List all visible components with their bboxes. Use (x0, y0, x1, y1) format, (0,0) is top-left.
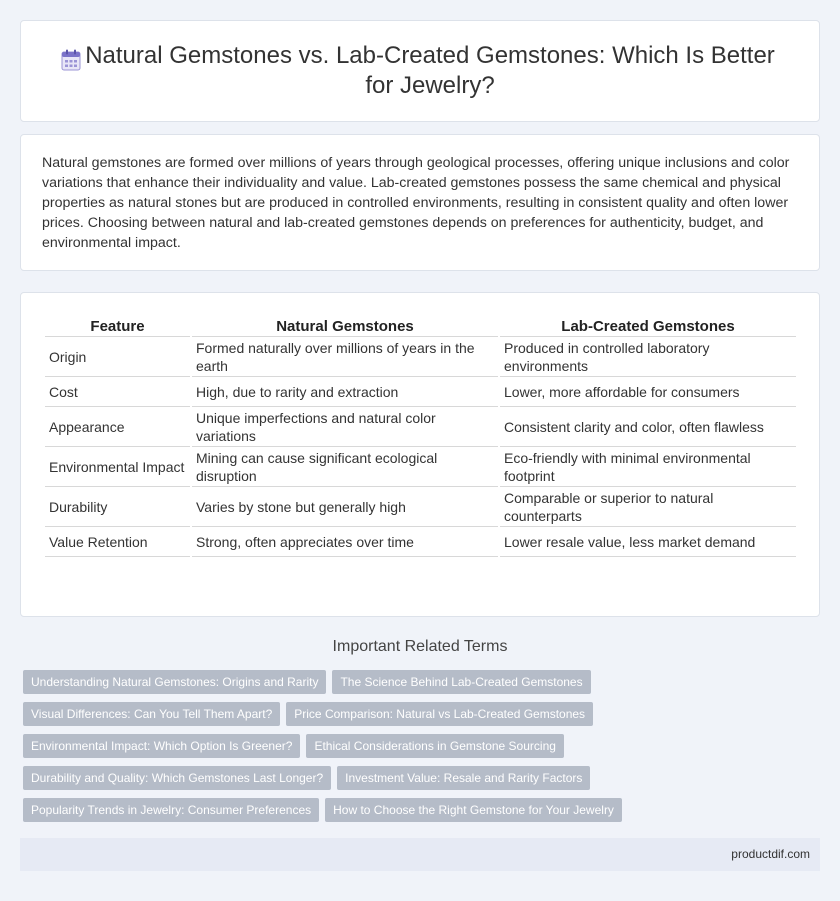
comparison-table (43, 315, 798, 557)
table-row (45, 407, 796, 447)
related-term-tag[interactable]: The Science Behind Lab-Created Gemstones (332, 670, 590, 694)
table-cell: High, due to rarity and extraction (192, 377, 498, 407)
table-row (45, 487, 796, 527)
column-header: Lab-Created Gemstones (500, 315, 796, 337)
related-term-tag[interactable]: Popularity Trends in Jewelry: Consumer Preferences (23, 798, 319, 822)
table-cell: Comparable or superior to natural counterparts (500, 487, 796, 527)
footer-site-link[interactable]: productdif.com (731, 847, 810, 861)
related-term-tag[interactable]: Investment Value: Resale and Rarity Factors (337, 766, 590, 790)
tag-row (23, 702, 813, 726)
related-terms-list (23, 670, 813, 830)
column-header: Natural Gemstones (192, 315, 498, 337)
related-term-tag[interactable]: Durability and Quality: Which Gemstones Last Longer? (23, 766, 331, 790)
column-header: Feature (45, 315, 190, 337)
related-term-tag[interactable]: Price Comparison: Natural vs Lab-Created Gemstones (286, 702, 593, 726)
table-cell: Mining can cause significant ecological disruption (192, 447, 498, 487)
tag-row (23, 734, 813, 758)
table-cell: Value Retention (45, 527, 190, 557)
table-cell: Produced in controlled laboratory environments (500, 337, 796, 377)
related-term-tag[interactable]: Ethical Considerations in Gemstone Sourcing (306, 734, 563, 758)
table-cell: Environmental Impact (45, 447, 190, 487)
comparison-card (20, 292, 820, 617)
table-cell: Durability (45, 487, 190, 527)
table-cell: Appearance (45, 407, 190, 447)
table-cell: Origin (45, 337, 190, 377)
table-cell: Unique imperfections and natural color variations (192, 407, 498, 447)
related-terms-title: Important Related Terms (332, 638, 508, 655)
tag-row (23, 798, 813, 822)
table-cell: Cost (45, 377, 190, 407)
intro-card (20, 134, 820, 271)
related-term-tag[interactable]: Understanding Natural Gemstones: Origins and Rarity (23, 670, 326, 694)
table-row (45, 447, 796, 487)
related-term-tag[interactable]: Environmental Impact: Which Option Is Greener? (23, 734, 300, 758)
table-cell: Lower, more affordable for consumers (500, 377, 796, 407)
table-cell: Varies by stone but generally high (192, 487, 498, 527)
table-cell: Consistent clarity and color, often flawless (500, 407, 796, 447)
footer (20, 838, 820, 871)
tag-row (23, 766, 813, 790)
related-term-tag[interactable]: How to Choose the Right Gemstone for Your Jewelry (325, 798, 622, 822)
table-row (45, 377, 796, 407)
table-row (45, 337, 796, 377)
table-cell: Eco-friendly with minimal environmental footprint (500, 447, 796, 487)
tag-row (23, 670, 813, 694)
table-header-row (45, 315, 796, 337)
page-title: Natural Gemstones vs. Lab-Created Gemstones: Which Is Better for Jewelry? (85, 42, 775, 99)
intro-text: Natural gemstones are formed over millions of years through geological processes, offering unique inclusions and color variations that enhance their individuality and value. Lab-created gemstones possess the same chemical and physical properties as natural stones but are produced in controlled environments, resulting in consistent quality and often lower prices. Choosing between natural and lab-created gemstones depends on preferences for authenticity, budget, and environmental impact. (42, 155, 790, 251)
table-cell: Formed naturally over millions of years in the earth (192, 337, 498, 377)
related-term-tag[interactable]: Visual Differences: Can You Tell Them Apart? (23, 702, 280, 726)
table-cell: Lower resale value, less market demand (500, 527, 796, 557)
table-cell: Strong, often appreciates over time (192, 527, 498, 557)
title-card (20, 20, 820, 122)
table-row (45, 527, 796, 557)
